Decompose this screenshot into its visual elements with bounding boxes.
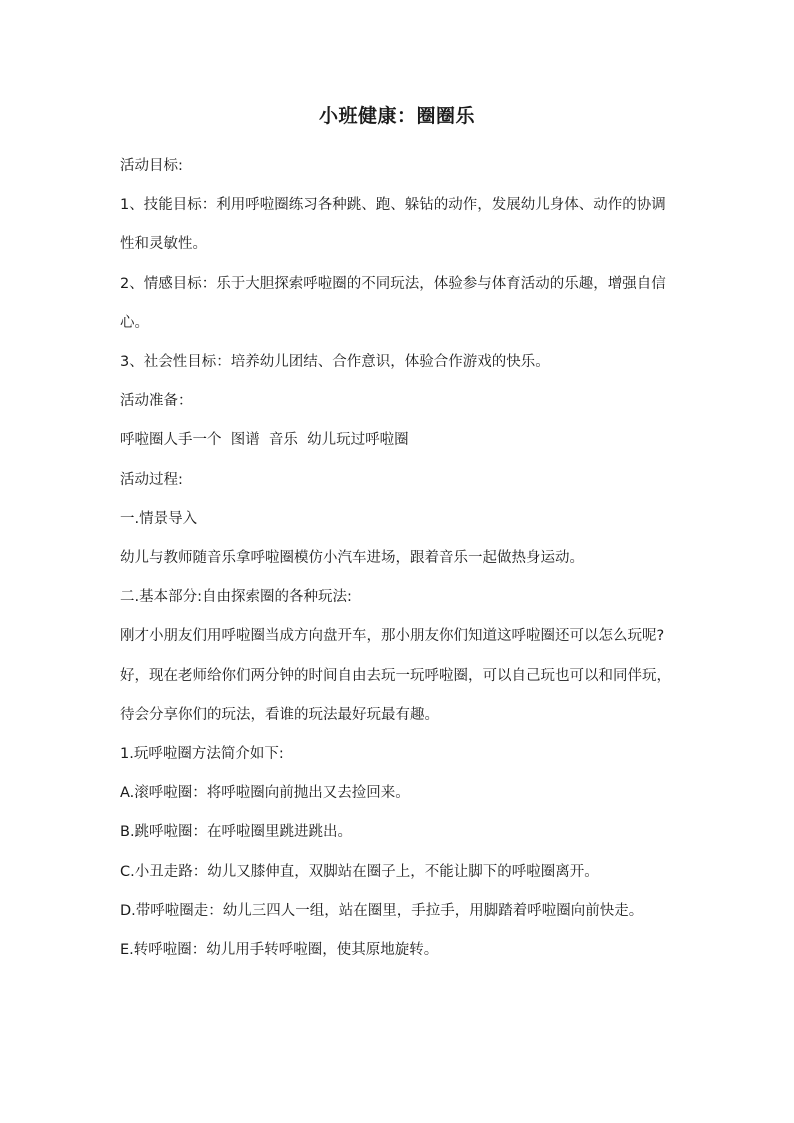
paragraph-list-item: C.小丑走路：幼儿又膝伸直，双脚站在圈子上，不能让脚下的呼啦圈离开。 <box>120 863 599 880</box>
paragraph-goal-1: 1、技能目标：利用呼啦圈练习各种跳、跑、躲钻的动作，发展幼儿身体、动作的协调性和灵敏性。 <box>120 197 666 253</box>
document-title: 小班健康：圈圈乐 <box>318 105 475 127</box>
paragraph-goal-3: 3、社会性目标：培养幼儿团结、合作意识，体验合作游戏的快乐。 <box>120 354 550 371</box>
paragraph-section-heading: 活动目标: <box>120 158 183 174</box>
paragraph-section-heading: 活动过程: <box>120 471 183 488</box>
paragraph-list-heading: 1.玩呼啦圈方法简介如下: <box>120 746 284 763</box>
paragraph-materials: 呼啦圈人手一个 图谱 音乐 幼儿玩过呼啦圈 <box>120 432 409 449</box>
paragraph-step-heading: 一.情景导入 <box>120 510 198 527</box>
document-body <box>120 147 676 970</box>
paragraph-goal-2: 2、情感目标：乐于大胆探索呼啦圈的不同玩法，体验参与体育活动的乐趣，增强自信心。 <box>120 275 666 331</box>
paragraph-step-text: 幼儿与教师随音乐拿呼啦圈模仿小汽车进场，跟着音乐一起做热身运动。 <box>120 550 584 567</box>
paragraph-list-item: B.跳呼啦圈：在呼啦圈里跳进跳出。 <box>120 824 353 841</box>
paragraph-list-item: E.转呼啦圈：幼儿用手转呼啦圈，使其原地旋转。 <box>120 942 439 959</box>
paragraph-section-heading: 活动准备： <box>120 393 193 410</box>
paragraph-list-item: A.滚呼啦圈：将呼啦圈向前抛出又去捡回来。 <box>120 785 410 802</box>
paragraph-list-item: D.带呼啦圈走：幼儿三四人一组，站在圈里，手拉手，用脚踏着呼啦圈向前快走。 <box>120 902 644 919</box>
paragraph-step-text: 刚才小朋友们用呼啦圈当成方向盘开车，那小朋友你们知道这呼啦圈还可以怎么玩呢?好，现在老师给你们两分钟的时间自由去玩一玩呼啦圈，可以自己玩也可以和同伴玩，待会分享你们的玩法，看谁的玩法最好玩最有趣。 <box>120 628 671 723</box>
paragraph-step-heading: 二.基本部分:自由探索圈的各种玩法: <box>120 589 352 606</box>
